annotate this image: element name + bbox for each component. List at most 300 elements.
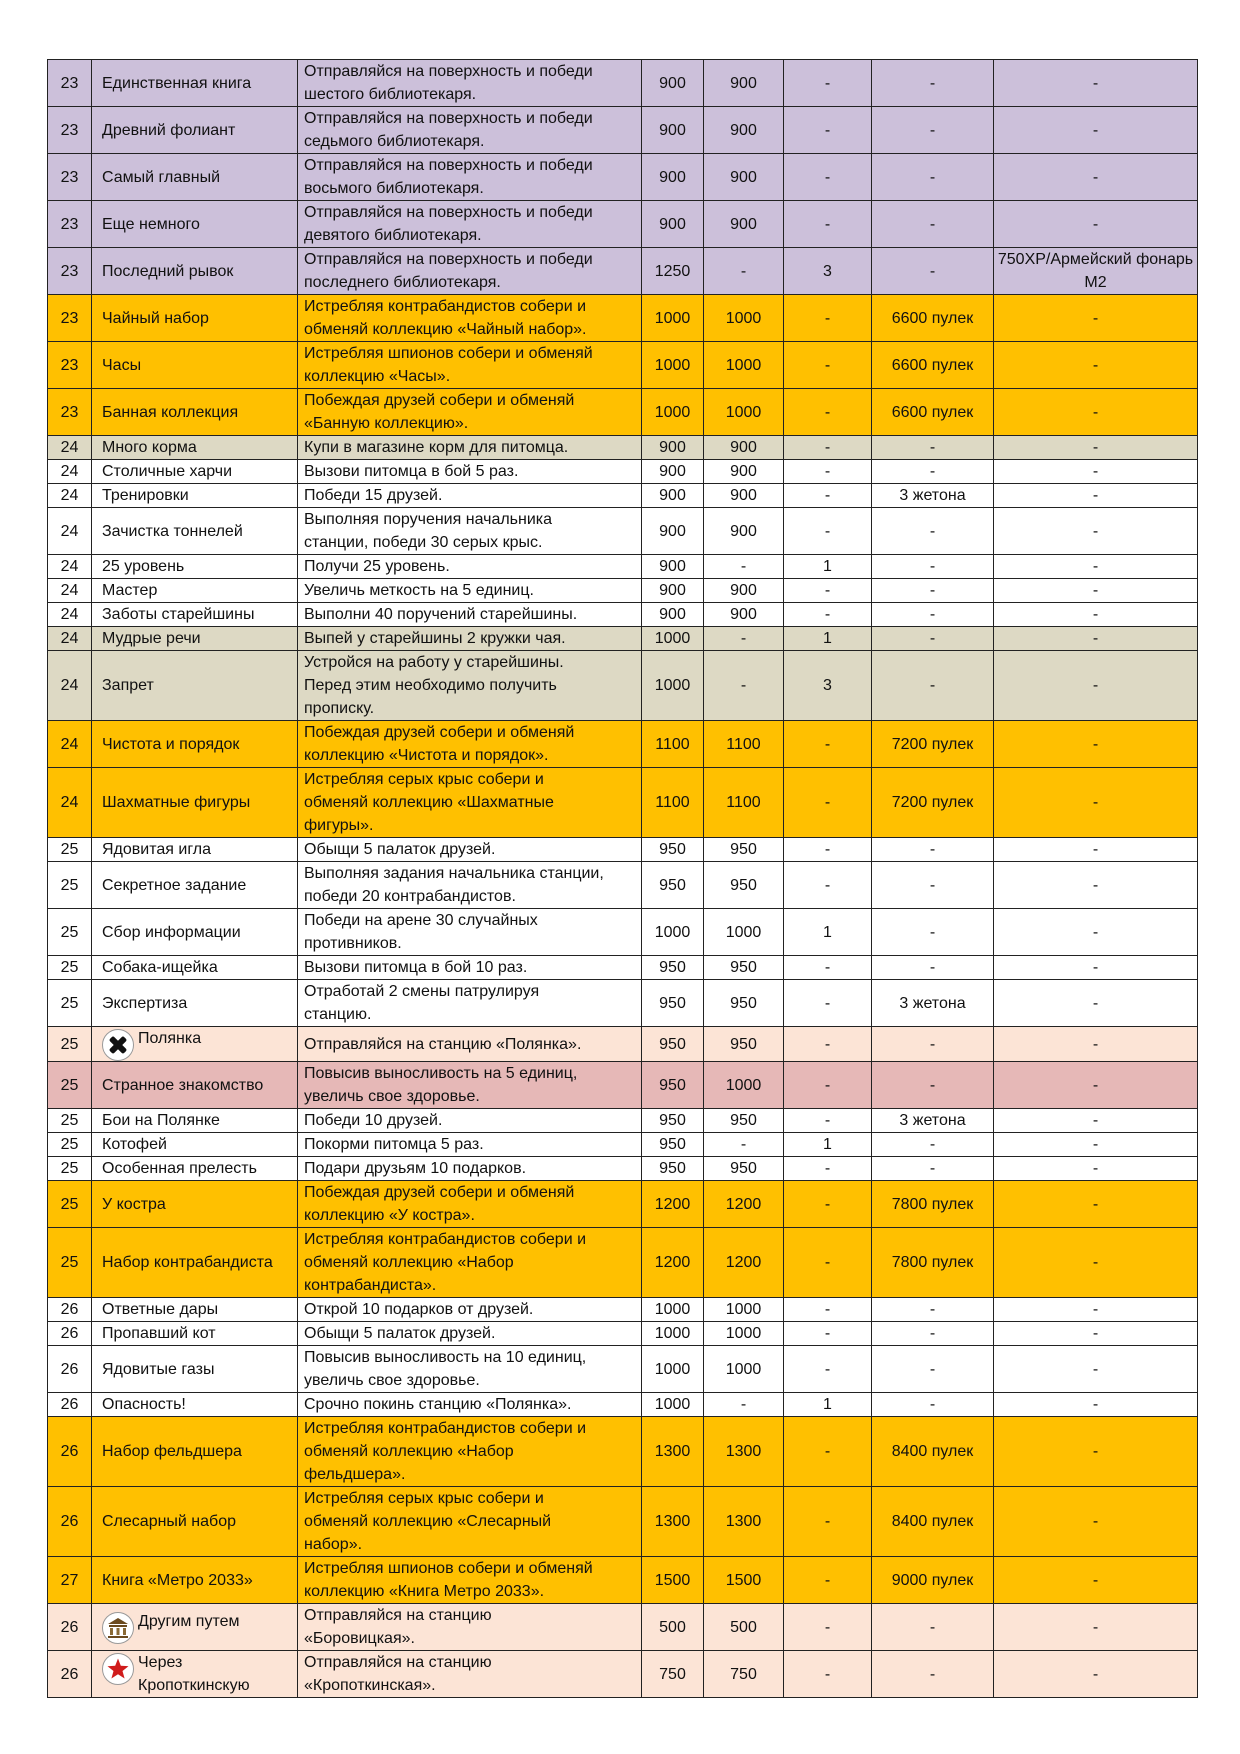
extra-reward-cell: -	[994, 436, 1198, 460]
level-cell: 24	[48, 768, 92, 838]
coins-reward-cell: 900	[704, 107, 784, 154]
table-row	[48, 721, 1198, 768]
ammo-reward-cell: -	[872, 1027, 994, 1062]
task-line: Перед этим необходимо получить	[304, 677, 557, 694]
coins-reward-cell: 900	[704, 201, 784, 248]
tokens-reward-cell: -	[784, 1062, 872, 1109]
extra-reward-cell: -	[994, 1298, 1198, 1322]
quest-table	[47, 59, 1198, 1698]
table-row	[48, 651, 1198, 721]
table-row	[48, 1346, 1198, 1393]
task-description-cell	[298, 651, 642, 721]
star-icon	[102, 1653, 134, 1685]
table-row	[48, 295, 1198, 342]
quest-name-cell: Опасность!	[92, 1393, 298, 1417]
quest-name-cell: Чистота и порядок	[92, 721, 298, 768]
coins-reward-cell: 900	[704, 579, 784, 603]
task-description-cell	[298, 555, 642, 579]
quest-name-cell: У костра	[92, 1181, 298, 1228]
xp-reward-cell: 950	[642, 1062, 704, 1109]
task-line: Вызови питомца в бой 5 раз.	[304, 463, 519, 480]
xp-reward-cell: 950	[642, 1133, 704, 1157]
task-description-cell	[298, 980, 642, 1027]
ammo-reward-cell: -	[872, 1157, 994, 1181]
table-row	[48, 1651, 1198, 1698]
level-cell: 25	[48, 1109, 92, 1133]
table-row	[48, 909, 1198, 956]
quest-name-cell: Ядовитая игла	[92, 838, 298, 862]
level-cell: 25	[48, 956, 92, 980]
task-description-cell	[298, 60, 642, 107]
task-description-cell	[298, 1062, 642, 1109]
quest-name-cell	[92, 1651, 298, 1698]
extra-reward-cell: -	[994, 1346, 1198, 1393]
xp-reward-cell: 750	[642, 1651, 704, 1698]
quest-name-cell: Странное знакомство	[92, 1062, 298, 1109]
level-cell: 26	[48, 1298, 92, 1322]
task-line: «Боровицкая».	[304, 1630, 415, 1647]
tokens-reward-cell: 1	[784, 555, 872, 579]
table-row	[48, 1133, 1198, 1157]
tokens-reward-cell: -	[784, 1417, 872, 1487]
xp-reward-cell: 950	[642, 838, 704, 862]
quest-name-cell: Заботы старейшины	[92, 603, 298, 627]
level-cell: 25	[48, 980, 92, 1027]
coins-reward-cell: 1100	[704, 768, 784, 838]
coins-reward-cell: 1000	[704, 1346, 784, 1393]
table-row	[48, 1393, 1198, 1417]
level-cell: 26	[48, 1417, 92, 1487]
level-cell: 24	[48, 579, 92, 603]
quest-name-cell: Тренировки	[92, 484, 298, 508]
task-line: Обыщи 5 палаток друзей.	[304, 841, 496, 858]
level-cell: 26	[48, 1393, 92, 1417]
task-description-cell	[298, 484, 642, 508]
xp-reward-cell: 1100	[642, 721, 704, 768]
quest-name-cell: Экспертиза	[92, 980, 298, 1027]
tokens-reward-cell: 1	[784, 909, 872, 956]
task-description-cell	[298, 1027, 642, 1062]
coins-reward-cell: 900	[704, 154, 784, 201]
quest-name-cell: Столичные харчи	[92, 460, 298, 484]
ammo-reward-cell: -	[872, 1393, 994, 1417]
quest-name-cell: Книга «Метро 2033»	[92, 1557, 298, 1604]
quest-name-cell: Мудрые речи	[92, 627, 298, 651]
xp-reward-cell: 1000	[642, 295, 704, 342]
xp-reward-cell: 950	[642, 980, 704, 1027]
tokens-reward-cell: -	[784, 60, 872, 107]
coins-reward-cell: -	[704, 651, 784, 721]
tokens-reward-cell: -	[784, 508, 872, 555]
task-line: шестого библиотекаря.	[304, 86, 477, 103]
level-cell: 26	[48, 1651, 92, 1698]
task-line: Отправляйся на поверхность и победи	[304, 110, 593, 127]
table-row	[48, 980, 1198, 1027]
coins-reward-cell: 950	[704, 862, 784, 909]
task-description-cell	[298, 1322, 642, 1346]
coins-reward-cell: -	[704, 1133, 784, 1157]
coins-reward-cell: 900	[704, 436, 784, 460]
tokens-reward-cell: -	[784, 436, 872, 460]
ammo-reward-cell: -	[872, 627, 994, 651]
level-cell: 24	[48, 436, 92, 460]
level-cell: 24	[48, 460, 92, 484]
xp-reward-cell: 900	[642, 579, 704, 603]
extra-reward-cell: -	[994, 862, 1198, 909]
tokens-reward-cell: -	[784, 460, 872, 484]
level-cell: 25	[48, 862, 92, 909]
extra-reward-cell: -	[994, 1181, 1198, 1228]
xp-reward-cell: 1100	[642, 768, 704, 838]
quest-name-cell	[92, 1027, 298, 1062]
tokens-reward-cell: -	[784, 1322, 872, 1346]
extra-reward-cell: -	[994, 201, 1198, 248]
extra-reward-cell: -	[994, 980, 1198, 1027]
quest-name-wrap	[102, 1027, 291, 1061]
quest-table-sheet	[47, 59, 1197, 1698]
extra-reward-cell: -	[994, 956, 1198, 980]
xp-reward-cell: 900	[642, 460, 704, 484]
ammo-reward-cell: 3 жетона	[872, 1109, 994, 1133]
task-description-cell	[298, 1417, 642, 1487]
tokens-reward-cell: -	[784, 603, 872, 627]
extra-reward-cell: -	[994, 1322, 1198, 1346]
xp-reward-cell: 900	[642, 436, 704, 460]
task-description-cell	[298, 460, 642, 484]
ammo-reward-cell: 6600 пулек	[872, 342, 994, 389]
tokens-reward-cell: -	[784, 1604, 872, 1651]
ammo-reward-cell: 7800 пулек	[872, 1228, 994, 1298]
level-cell: 23	[48, 295, 92, 342]
task-line: Подари друзьям 10 подарков.	[304, 1160, 527, 1177]
tokens-reward-cell: -	[784, 980, 872, 1027]
extra-reward-cell: -	[994, 1393, 1198, 1417]
tokens-reward-cell: 1	[784, 1393, 872, 1417]
xp-reward-cell: 1300	[642, 1417, 704, 1487]
task-line: Побеждая друзей собери и обменяй	[304, 1184, 575, 1201]
table-row	[48, 1604, 1198, 1651]
extra-reward-cell: -	[994, 60, 1198, 107]
xp-reward-cell: 900	[642, 484, 704, 508]
task-line: коллекцию «У костра».	[304, 1207, 475, 1224]
xp-reward-cell: 900	[642, 201, 704, 248]
xp-reward-cell: 1250	[642, 248, 704, 295]
task-line: Победи 10 друзей.	[304, 1112, 443, 1129]
ammo-reward-cell: -	[872, 1133, 994, 1157]
extra-reward-cell: -	[994, 1651, 1198, 1698]
task-description-cell	[298, 1228, 642, 1298]
ammo-reward-cell: -	[872, 1322, 994, 1346]
ammo-reward-cell: -	[872, 579, 994, 603]
table-row	[48, 1322, 1198, 1346]
extra-reward-cell: -	[994, 389, 1198, 436]
quest-name-cell: Котофей	[92, 1133, 298, 1157]
ammo-reward-cell: -	[872, 107, 994, 154]
task-line: Повысив выносливость на 5 единиц,	[304, 1065, 578, 1082]
task-description-cell	[298, 1157, 642, 1181]
extra-reward-cell: -	[994, 107, 1198, 154]
table-row	[48, 436, 1198, 460]
tokens-reward-cell: 3	[784, 651, 872, 721]
xp-reward-cell: 900	[642, 555, 704, 579]
level-cell: 23	[48, 60, 92, 107]
task-line: «Кропоткинская».	[304, 1677, 436, 1694]
task-description-cell	[298, 1487, 642, 1557]
extra-reward-cell: -	[994, 1417, 1198, 1487]
level-cell: 25	[48, 909, 92, 956]
ammo-reward-cell: -	[872, 1604, 994, 1651]
task-line: Увеличь меткость на 5 единиц.	[304, 582, 534, 599]
tokens-reward-cell: -	[784, 295, 872, 342]
quest-name-cell: Единственная книга	[92, 60, 298, 107]
task-description-cell	[298, 768, 642, 838]
coins-reward-cell: -	[704, 555, 784, 579]
task-description-cell	[298, 248, 642, 295]
coins-reward-cell: 950	[704, 956, 784, 980]
table-row	[48, 1417, 1198, 1487]
xp-reward-cell: 1000	[642, 342, 704, 389]
ammo-reward-cell: 7200 пулек	[872, 721, 994, 768]
extra-reward-cell: -	[994, 1487, 1198, 1557]
ammo-reward-cell: -	[872, 1346, 994, 1393]
xp-reward-cell: 1000	[642, 1322, 704, 1346]
ammo-reward-cell: -	[872, 460, 994, 484]
extra-reward-cell: -	[994, 508, 1198, 555]
table-row	[48, 1027, 1198, 1062]
xp-reward-cell: 1000	[642, 389, 704, 436]
level-cell: 23	[48, 389, 92, 436]
task-line: увеличь свое здоровье.	[304, 1088, 480, 1105]
task-line: Истребляя серых крыс собери и	[304, 1490, 544, 1507]
tokens-reward-cell: -	[784, 1181, 872, 1228]
quest-name-text: Через Кропоткинскую	[138, 1654, 250, 1694]
table-row	[48, 107, 1198, 154]
table-row	[48, 838, 1198, 862]
quest-name-cell: Ответные дары	[92, 1298, 298, 1322]
table-row	[48, 60, 1198, 107]
coins-reward-cell: 1000	[704, 1062, 784, 1109]
ammo-reward-cell: 6600 пулек	[872, 295, 994, 342]
task-line: Истребляя контрабандистов собери и	[304, 298, 587, 315]
tokens-reward-cell: -	[784, 201, 872, 248]
xp-reward-cell: 1500	[642, 1557, 704, 1604]
task-description-cell	[298, 956, 642, 980]
task-line: Устройся на работу у старейшины.	[304, 654, 564, 671]
level-cell: 25	[48, 1062, 92, 1109]
ammo-reward-cell: 3 жетона	[872, 980, 994, 1027]
tokens-reward-cell: -	[784, 721, 872, 768]
quest-name-cell: Часы	[92, 342, 298, 389]
xp-reward-cell: 950	[642, 1157, 704, 1181]
level-cell: 23	[48, 154, 92, 201]
extra-reward-cell: -	[994, 1109, 1198, 1133]
task-line: Отправляйся на поверхность и победи	[304, 204, 593, 221]
tokens-reward-cell: -	[784, 1157, 872, 1181]
task-line: Отправляйся на станцию «Полянка».	[304, 1035, 582, 1053]
ammo-reward-cell: -	[872, 555, 994, 579]
table-row	[48, 1109, 1198, 1133]
extra-reward-cell: -	[994, 484, 1198, 508]
coins-reward-cell: -	[704, 627, 784, 651]
table-row	[48, 862, 1198, 909]
coins-reward-cell: 1000	[704, 295, 784, 342]
task-line: победи 20 контрабандистов.	[304, 888, 516, 905]
level-cell: 23	[48, 107, 92, 154]
level-cell: 23	[48, 248, 92, 295]
task-description-cell	[298, 1346, 642, 1393]
level-cell: 26	[48, 1487, 92, 1557]
task-line: «Банную коллекцию».	[304, 415, 469, 432]
coins-reward-cell: 750	[704, 1651, 784, 1698]
extra-reward-cell: -	[994, 460, 1198, 484]
task-line: Отработай 2 смены патрулируя	[304, 983, 540, 1000]
quest-name-cell: Много корма	[92, 436, 298, 460]
task-line: Победи 15 друзей.	[304, 487, 443, 504]
ammo-reward-cell: -	[872, 1298, 994, 1322]
table-row	[48, 555, 1198, 579]
task-line: Получи 25 уровень.	[304, 558, 450, 575]
tokens-reward-cell: -	[784, 154, 872, 201]
coins-reward-cell: 1000	[704, 1322, 784, 1346]
task-description-cell	[298, 1393, 642, 1417]
quest-name-cell: Ядовитые газы	[92, 1346, 298, 1393]
task-description-cell	[298, 579, 642, 603]
level-cell: 23	[48, 342, 92, 389]
ammo-reward-cell: -	[872, 436, 994, 460]
extra-reward-cell: -	[994, 768, 1198, 838]
quest-name-cell: Запрет	[92, 651, 298, 721]
task-description-cell	[298, 721, 642, 768]
quest-name-cell: Еще немного	[92, 201, 298, 248]
task-description-cell	[298, 862, 642, 909]
table-row	[48, 508, 1198, 555]
coins-reward-cell: 950	[704, 980, 784, 1027]
xp-reward-cell: 900	[642, 154, 704, 201]
xp-reward-cell: 900	[642, 508, 704, 555]
task-line: девятого библиотекаря.	[304, 227, 482, 244]
coins-reward-cell: 900	[704, 460, 784, 484]
coins-reward-cell: 1100	[704, 721, 784, 768]
museum-icon	[102, 1612, 134, 1644]
task-line: станции, победи 30 серых крыс.	[304, 534, 543, 551]
task-line: Повысив выносливость на 10 единиц,	[304, 1349, 587, 1366]
task-line: Отправляйся на станцию	[304, 1607, 492, 1624]
extra-reward-cell: -	[994, 1228, 1198, 1298]
task-line: фигуры».	[304, 817, 374, 834]
level-cell: 26	[48, 1346, 92, 1393]
quest-name-cell: Последний рывок	[92, 248, 298, 295]
xp-reward-cell: 1000	[642, 651, 704, 721]
coins-reward-cell: 1000	[704, 1298, 784, 1322]
coins-reward-cell: 900	[704, 60, 784, 107]
extra-reward-cell: -	[994, 1604, 1198, 1651]
quest-name-cell: Древний фолиант	[92, 107, 298, 154]
xp-reward-cell: 1000	[642, 627, 704, 651]
ammo-reward-cell: -	[872, 862, 994, 909]
table-row	[48, 579, 1198, 603]
ammo-reward-cell: -	[872, 956, 994, 980]
coins-reward-cell: 1000	[704, 909, 784, 956]
cross-icon	[102, 1029, 134, 1061]
xp-reward-cell: 950	[642, 956, 704, 980]
extra-reward-cell: -	[994, 154, 1198, 201]
xp-reward-cell: 950	[642, 1027, 704, 1062]
task-line: контрабандиста».	[304, 1277, 437, 1294]
coins-reward-cell: 950	[704, 1027, 784, 1062]
extra-reward-cell: -	[994, 342, 1198, 389]
xp-reward-cell: 500	[642, 1604, 704, 1651]
coins-reward-cell: 950	[704, 1157, 784, 1181]
table-row	[48, 248, 1198, 295]
task-description-cell	[298, 1133, 642, 1157]
extra-reward-cell: -	[994, 1133, 1198, 1157]
ammo-reward-cell: -	[872, 154, 994, 201]
task-line: Срочно покинь станцию «Полянка».	[304, 1396, 572, 1413]
extra-reward-cell: -	[994, 1027, 1198, 1062]
tokens-reward-cell: -	[784, 342, 872, 389]
level-cell: 24	[48, 555, 92, 579]
quest-name-wrap	[102, 1651, 291, 1697]
task-line: Выполняя задания начальника станции,	[304, 865, 604, 882]
task-line: Обыщи 5 палаток друзей.	[304, 1325, 496, 1342]
extra-reward-cell: -	[994, 838, 1198, 862]
quest-name-cell: Бои на Полянке	[92, 1109, 298, 1133]
level-cell: 24	[48, 603, 92, 627]
quest-name-cell: Шахматные фигуры	[92, 768, 298, 838]
extra-reward-cell: -	[994, 627, 1198, 651]
ammo-reward-cell: 8400 пулек	[872, 1417, 994, 1487]
task-description-cell	[298, 909, 642, 956]
task-line: Истребляя контрабандистов собери и	[304, 1420, 587, 1437]
quest-name-cell: Самый главный	[92, 154, 298, 201]
extra-reward-cell: -	[994, 295, 1198, 342]
extra-reward-cell: -	[994, 579, 1198, 603]
task-description-cell	[298, 1604, 642, 1651]
task-description-cell	[298, 627, 642, 651]
task-description-cell	[298, 295, 642, 342]
task-line: коллекцию «Часы».	[304, 368, 451, 385]
task-line: Купи в магазине корм для питомца.	[304, 439, 569, 456]
xp-reward-cell: 1000	[642, 1298, 704, 1322]
coins-reward-cell: 1300	[704, 1487, 784, 1557]
table-row	[48, 154, 1198, 201]
task-line: Отправляйся на станцию	[304, 1654, 492, 1671]
tokens-reward-cell: -	[784, 838, 872, 862]
task-line: Открой 10 подарков от друзей.	[304, 1301, 534, 1318]
task-line: восьмого библиотекаря.	[304, 180, 484, 197]
task-description-cell	[298, 603, 642, 627]
tokens-reward-cell: -	[784, 1109, 872, 1133]
quest-name-cell: Чайный набор	[92, 295, 298, 342]
task-line: Истребляя серых крыс собери и	[304, 771, 544, 788]
level-cell: 24	[48, 508, 92, 555]
level-cell: 24	[48, 627, 92, 651]
quest-name-wrap	[102, 1610, 291, 1644]
quest-name-cell: Секретное задание	[92, 862, 298, 909]
table-row	[48, 1557, 1198, 1604]
level-cell: 23	[48, 201, 92, 248]
task-line: обменяй коллекцию «Слесарный	[304, 1513, 552, 1530]
level-cell: 25	[48, 1027, 92, 1062]
extra-reward-cell: -	[994, 555, 1198, 579]
task-line: противников.	[304, 935, 402, 952]
task-description-cell	[298, 154, 642, 201]
tokens-reward-cell: -	[784, 1557, 872, 1604]
coins-reward-cell: 1000	[704, 342, 784, 389]
level-cell: 25	[48, 1228, 92, 1298]
task-line: Вызови питомца в бой 10 раз.	[304, 959, 528, 976]
quest-name-text: Полянка	[138, 1030, 202, 1047]
